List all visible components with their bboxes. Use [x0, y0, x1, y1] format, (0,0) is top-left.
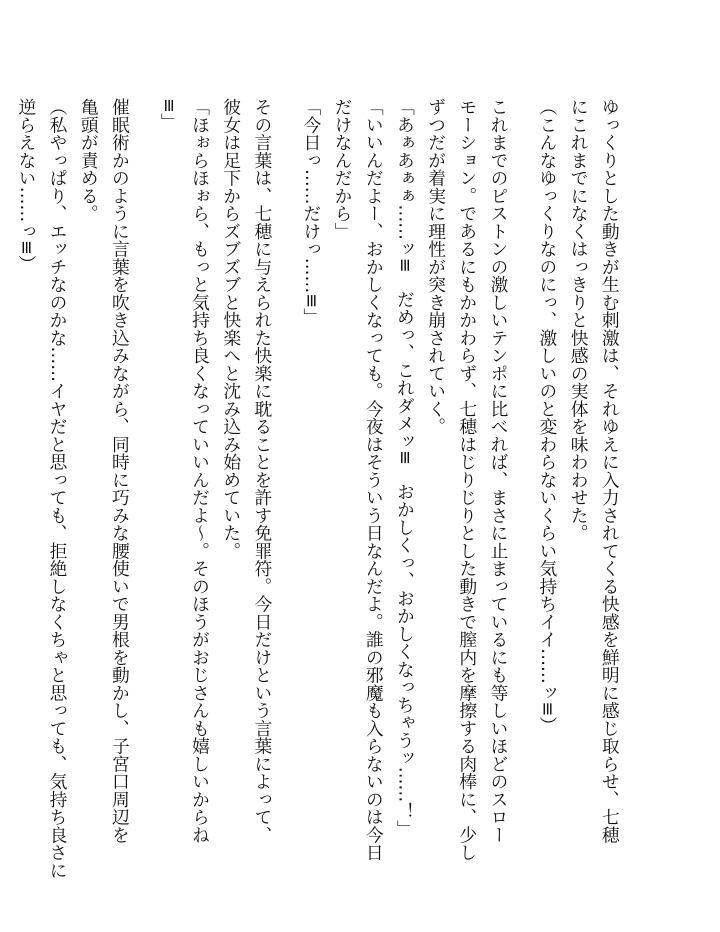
text-column: 「今日っ……だけっ……≡」: [300, 98, 321, 326]
text-column: ゆっくりとした動きが生む刺激は、それゆえに入力されてくる快感を鮮明に感じ取らせ、七穂: [599, 98, 620, 844]
paragraph: [215, 98, 295, 858]
text-column: ずつだが着実に理性が突き崩されていく。: [425, 98, 446, 436]
text-column: その言葉は、七穂に与えられた快楽に耽ることを許す免罪符。今日だけという言葉によって、: [251, 98, 272, 844]
text-column: モーション。であるにもかかわらず、七穂はじりじりとした動きで膣内を摩擦する肉棒に、少し: [456, 98, 477, 862]
text-column: 亀頭が責める。: [78, 98, 99, 223]
text-column: にこれまでになくはっきりと快感の実体を味わわせた。: [568, 98, 589, 542]
paragraph: [295, 98, 326, 858]
paragraph: [419, 98, 530, 862]
paragraph: [152, 98, 214, 858]
text-column: 「あぁあぁぁ……ッ≡ だめっ、これダメッ≡ おかしくっ、おかしくなっちゃうッ……！」: [394, 98, 415, 838]
paragraph: [10, 98, 72, 879]
text-column: ≡」: [158, 98, 179, 131]
text-column: （私やっぱり、エッチなのかな……イヤだと思っても、拒絶しなくちゃと思っても、気持ち良さに: [47, 98, 67, 879]
text-column: だけなんだから」: [332, 98, 352, 240]
text-column: これまでのピストンの激しいテンポに比べれば、まさに止まっているにも等しいほどのスロー: [487, 98, 508, 844]
paragraph: [531, 98, 562, 858]
text-column: 「ほぉらほぉら、もっと気持ち良くなっていいんだよ～。そのほうがおじさんも嬉しいからね: [189, 98, 210, 844]
text-column: 催眠術かのように言葉を吹き込みながら、同時に巧みな腰使いで男根を動かし、子宮口周辺を: [109, 98, 130, 844]
paragraph: [72, 98, 152, 858]
paragraph: [388, 98, 419, 858]
text-column: 逆らえない……っ≡）: [15, 98, 36, 273]
paragraph: [326, 98, 388, 862]
text-column: 彼女は足下からズブズブと快楽へと沈み込み始めていた。: [220, 98, 241, 560]
vertical-text-page: [10, 98, 642, 879]
paragraph: [562, 98, 642, 858]
text-column: 「いいんだよー、おかしくなっても。今夜はそういう日なんだよ。誰の邪魔も入らないのは今日: [363, 98, 384, 862]
text-column: （こんなゆっくりなのにっ、激しいのと変わらないくらい気持ちイイ……ッ≡）: [536, 98, 557, 735]
